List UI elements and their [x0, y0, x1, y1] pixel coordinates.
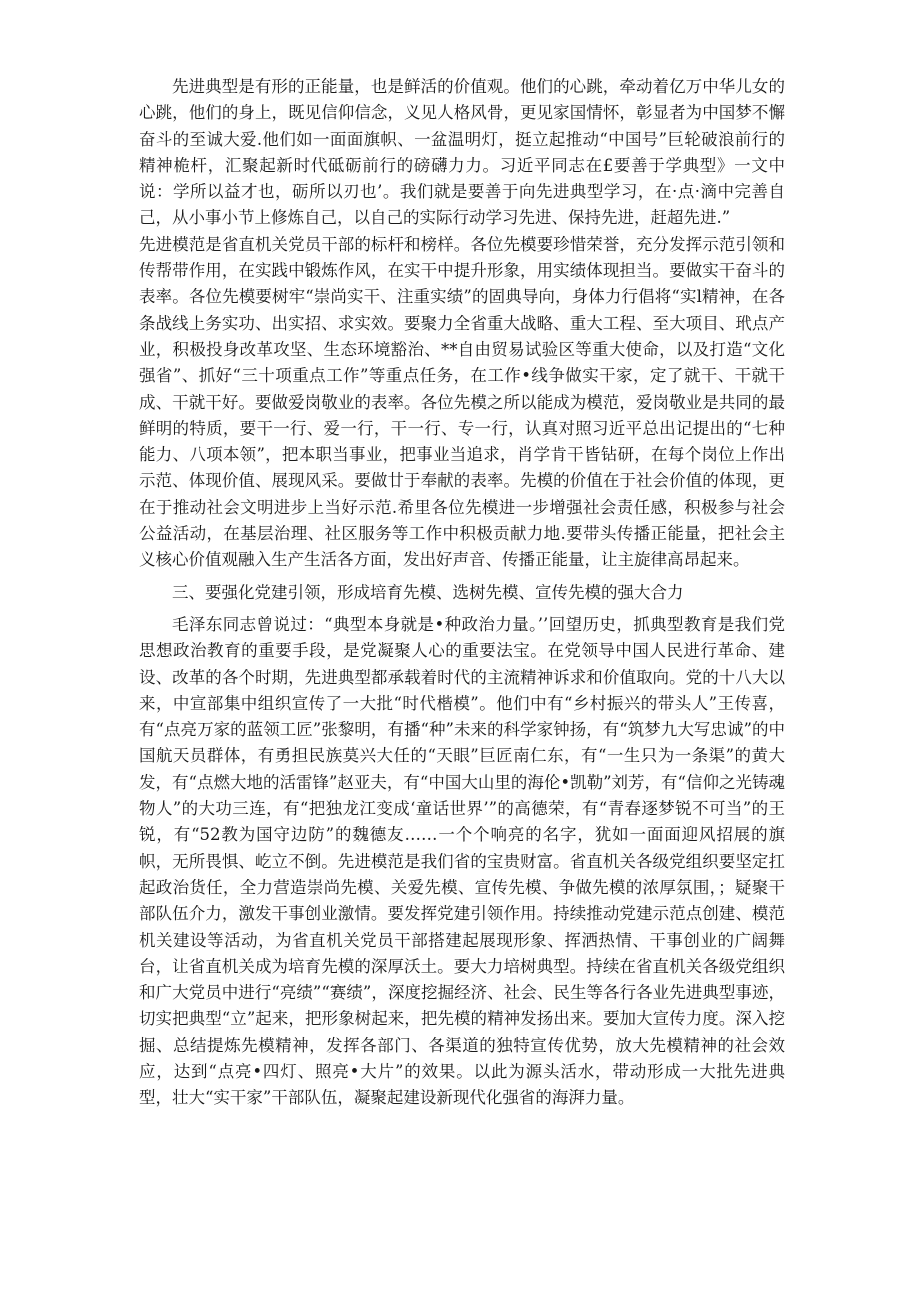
paragraph-party-building: 毛泽东同志曾说过：“典型本身就是•种政治力量。’’回望历史，抓典型教育是我们党思想政治教育的重要手段，是党凝聚人心的重要法宝。在党领导中国人民进行革命、建设、改革的各个时期，先进典型都承载着时代的主流精神诉求和价值取向。党的十八大以来，中宣部集中组织宣传了一大批“时代楷模”。他们中有“乡村振兴的带头人”王传喜，有“点亮万家的蓝领工匠”张黎明，有播“种”未来的科学家钟扬，有“筑梦九大写忠诚”的中国航天员群体，有勇担民族莫兴大任的“天眼”巨匠南仁东，有“一生只为一条渠”的黄大发，有“点燃大地的活雷锋”赵亚夫，有“中国大山里的海伦•凯勒”刘芳，有“信仰之光铸魂物人”的大功三连，有“把独龙江变成‘童话世界’”的高德荣，有“青春逐梦锐不可当”的王锐，有“52教为国守边防”的魏德友……一个个响亮的名字，犹如一面面迎风招展的旗帜，无所畏惧、屹立不倒。先进模范是我们省的宝贵财富。省直机关各级党组织要坚定扛起政治货任，全力营造崇尚先模、关爱先模、宣传先模、争做先模的浓厚氛围，；疑聚干部队伍介力，激发干事创业激情。要发挥党建引领作用。持续推动党建示范点创建、模范机关建设等活动，为省直机关党员干部搭建起展现形象、挥洒热情、干事创业的广阔舞台，让省直机关成为培育先模的深厚沃土。要大力培树典型。持续在省直机关各级党组织和广大党员中进行“亮绩”“赛绩”，深度挖掘经济、社会、民生等各行各业先进典型事迹，切实把典型“立”起来，把形象树起来，把先模的精神发扬出来。要加大宣传力度。深入挖掘、总结提炼先模精神，发挥各部门、各渠道的独特宣传优势，放大先模精神的社会效应，达到“点亮•四灯、照亮•大片”的效果。以此为源头活水，带动形成一大批先进典型，壮大“实干家”干部队伍，凝聚起建设新现代化强省的海湃力量。 — [139, 614, 785, 1108]
section-heading: 三、要强化党建引领，形成培育先模、选树先模、宣传先模的强大合力 — [172, 582, 684, 602]
paragraph-model-role: 先进模范是省直机关党员干部的标杆和榜样。各位先模要珍惜荣誉，充分发挥示范引领和传帮带作用，在实践中锻炼作风，在实干中提升形象，用实绩体现担当。要做实干奋斗的表率。各位先模要树牢“崇尚实干、注重实绩”的固典导向，身体力行倡将“实l精神，在各条战线上务实功、出实招、求实效。要聚力全省重大战略、重大工程、至大项目、玳点产业，积极投身改革攻坚、生态环境豁治、**自由贸易试验区等重大使命，以及打造“文化强省”、抓好“三十项重点工作”等重点任务，在工作•线争做实干家，定了就干、干就干成、干就干好。要做爱岗敬业的表率。各位先模之所以能成为模范，爱岗敬业是共同的最鲜明的特质，要干一行、爱一行，干一行、专一行，认真对照习近平总出记提出的“七种能力、八项本领”，把本职当事业，把事业当追求，肖学肯干皆钻研，在每个岗位上作出示范、体现价值、展现风采。要做廿于奉献的表率。先模的价值在于社会价值的体现，更在于推动社会文明进步上当好示范.希里各位先模进一步增强社会责任感，积极参与社会公益活动，在基层治理、社区服务等工作中积极贡献力地.要带头传播正能量，把社会主义核心价值观融入生产生活各方面，发出好声音、传播正能量，让主旋律高昂起来。 — [139, 234, 785, 570]
paragraph-typical-models: 先进典型是有形的正能量，也是鲜活的价值观。他们的心跳，牵动着亿万中华儿女的心跳，他们的身上，既见信仰信念，义见人格风骨，更见家国情怀，彰显者为中国梦不懈奋斗的至诚大爱.他们如一面面旗帜、一盆温明灯，挺立起推动“中国号”巨轮破浪前行的精神桅杆，汇聚起新时代砥砺前行的磅礴力力。习近平同志在£要善于学典型》一文中说：学所以益才也，砺所以刃也’。我们就是要善于向先进典型学习，在·点·滴中完善自己，从小事小节上修炼自己，以自己的实际行动学习先进、保持先进，赶超先进.” — [139, 77, 785, 228]
document-body — [139, 74, 785, 1112]
